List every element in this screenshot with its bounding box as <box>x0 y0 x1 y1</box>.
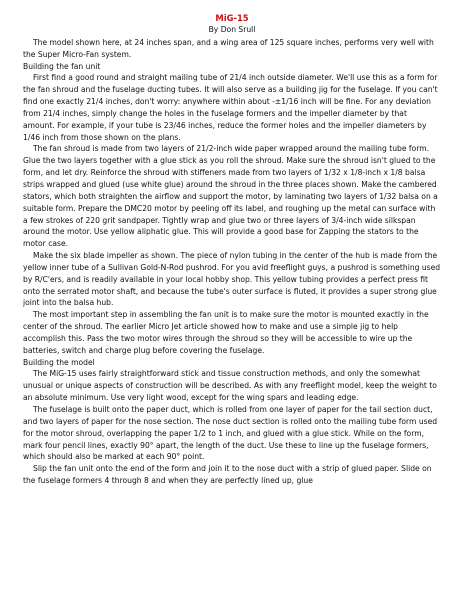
paragraph: Make the six blade impeller as shown. The piece of nylon tubing in the center of the hub is made from the yellow inner tube of a Sullivan Gold-N-Rod pushrod. For you avid freeflight guys, a pushrod is something used by R/C'ers, and is readily available in your local hobby shop. This yellow tubing provides a perfect press fit onto the serrated motor shaft, and because the tube's outer surface is fluted, it provides a super strong glue joint into the balsa hub. <box>23 251 441 308</box>
paragraph: First find a good round and straight mailing tube of 21/4 inch outside diameter. We'll use this as a form for the fan shroud and the fuselage ducting tubes. It will also serve as a building jig for the fuselage. If you can't find one exactly 21/4 inches, don't worry: anywhere within about -±1/16 inch will be fine. For any deviation from 21/4 inches, simply change the holes in the fuselage formers and the impeller diameter by that amount. For example, if your tube is 23/46 inches, reduce the former holes and the impeller diameters by 1/46 inch from those shown on the plans. <box>23 73 438 142</box>
section-heading: Building the fan unit <box>23 61 101 71</box>
article-body <box>23 37 441 487</box>
paragraph: The fan shroud is made from two layers of 21/2-inch wide paper wrapped around the mailing tube form. Glue the two layers together with a glue stick as you roll the shroud. Make sure the shroud isn't glued to the form, and let dry. Reinforce the shroud with stiffeners made from two layers of 1/32 x 1/8-inch x 1/8 balsa strips wrapped and glued (use white glue) around the shroud in the three places shown. Make the cambered stators, which both straighten the airflow and support the motor, by laminating two layers of 1/32 balsa on a suitable form. Prepare the DMC20 motor by peeling off its label, and roughing up the metal can surface with a few strokes of 220 grit sandpaper. Tightly wrap and glue two or three layers of 3/4-inch wide silkspan around the motor. Use yellow aliphatic glue. This will provide a good base for Zapping the stators to the motor case. <box>23 144 438 249</box>
paragraph: The model shown here, at 24 inches span, and a wing area of 125 square inches, performs very well with the Super Micro-Fan system. <box>23 37 434 59</box>
paragraph: The fuselage is built onto the paper duct, which is rolled from one layer of paper for the tail section duct, and two layers of paper for the nose section. The nose duct section is rolled onto the mailing tube form used for the motor shroud, overlapping the paper 1/2 to 1 inch, and glued with a glue stick. While on the form, mark four pencil lines, exactly 90° apart, the length of the duct. Use these to line up the fuselage formers, which should also be marked at each 90° point. <box>23 405 438 462</box>
paragraph: The most important step in assembling the fan unit is to make sure the motor is mounted exactly in the center of the shroud. The earlier Micro Jet article showed how to make and use a simple jig to help accomplish this. Pass the two motor wires through the shroud so they will be accessible to wire up the batteries, switch and charge plug before covering the fuselage. <box>23 310 429 355</box>
section-heading: Building the model <box>23 357 95 367</box>
article-title: MiG-15 <box>215 13 249 23</box>
author-byline: By Don Srull <box>208 25 256 34</box>
paragraph: Slip the fan unit onto the end of the form and join it to the nose duct with a strip of glued paper. Slide on the fuselage formers 4 through 8 and when they are perfectly lined up, glue <box>23 464 432 486</box>
paragraph: The MiG-15 uses fairly straightforward stick and tissue construction methods, and only the somewhat unusual or unique aspects of construction will be described. As with any freeflight model, keep the weight to an absolute minimum. Use very light wood, except for the wing spars and leading edge. <box>23 369 437 403</box>
